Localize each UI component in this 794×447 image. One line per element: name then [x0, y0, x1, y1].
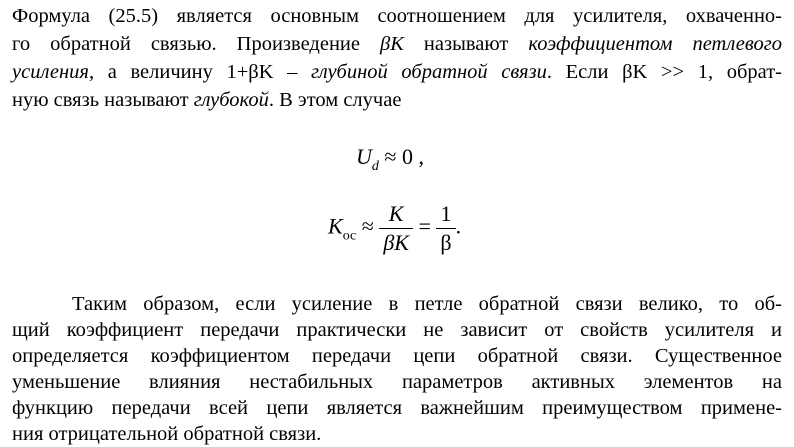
fraction-1-over-beta — [436, 200, 455, 257]
text-line: ния отрицательной обратной связи. — [12, 423, 322, 445]
eq-sub-oc: ос — [342, 228, 357, 244]
eq-equals: = — [418, 213, 431, 239]
text-span: . В этом случае — [268, 89, 402, 111]
formula-beta-k-gg-1: βK >> 1 — [622, 61, 708, 83]
fraction-k-over-betak — [379, 200, 413, 257]
text-line: функцию передачи всей цепи является важнейшим преимуществом примене- — [12, 397, 782, 419]
text-span: называют — [403, 33, 529, 55]
term-loop-gain: коэффициентом петлевого — [528, 33, 783, 55]
eq-rest: ≈ 0 , — [378, 144, 424, 169]
text-span: , обрат- — [707, 61, 783, 83]
text-line: уменьшение влияния нестабильных параметров активных элементов на — [12, 371, 782, 393]
frac-den: βK — [383, 230, 409, 255]
eq-end: . — [455, 213, 462, 239]
eq-approx: ≈ — [361, 213, 374, 239]
frac-num: 1 — [436, 200, 455, 229]
eq-var-k: K — [328, 213, 343, 239]
text-line — [12, 31, 782, 57]
term-feedback-depth: – глубиной обратной связи — [273, 61, 547, 83]
text-span: , а величину — [88, 61, 227, 83]
equation-ud — [356, 144, 424, 175]
term-gain: усиления — [12, 61, 89, 83]
text-span: го обратной связью. Произведение — [12, 33, 381, 55]
formula-beta-k: βK — [380, 33, 404, 55]
term-deep: глубокой — [193, 89, 269, 111]
text-line: определяется коэффициентом передачи цепи обратной связи. Существенное — [12, 345, 782, 367]
text-line — [12, 59, 782, 85]
text-line — [12, 87, 782, 113]
eq-sub-d: d — [371, 159, 379, 174]
text-line: щий коэффициент передачи практически не зависит от свойств усилителя и — [12, 319, 782, 341]
frac-den: β — [440, 230, 452, 255]
text-line: Формула (25.5) является основным соотношением для усилителя, охваченно- — [12, 5, 782, 27]
formula-1-plus-beta-k: 1+βK — [226, 61, 274, 83]
text-span: . Если — [546, 61, 623, 83]
frac-num: K — [388, 201, 404, 226]
text-line: Таким образом, если усиление в петле обратной связи велико, то об- — [72, 293, 782, 315]
text-span: ную связь называют — [12, 89, 194, 111]
equation-koc — [328, 200, 461, 257]
eq-var-u: U — [356, 144, 372, 169]
